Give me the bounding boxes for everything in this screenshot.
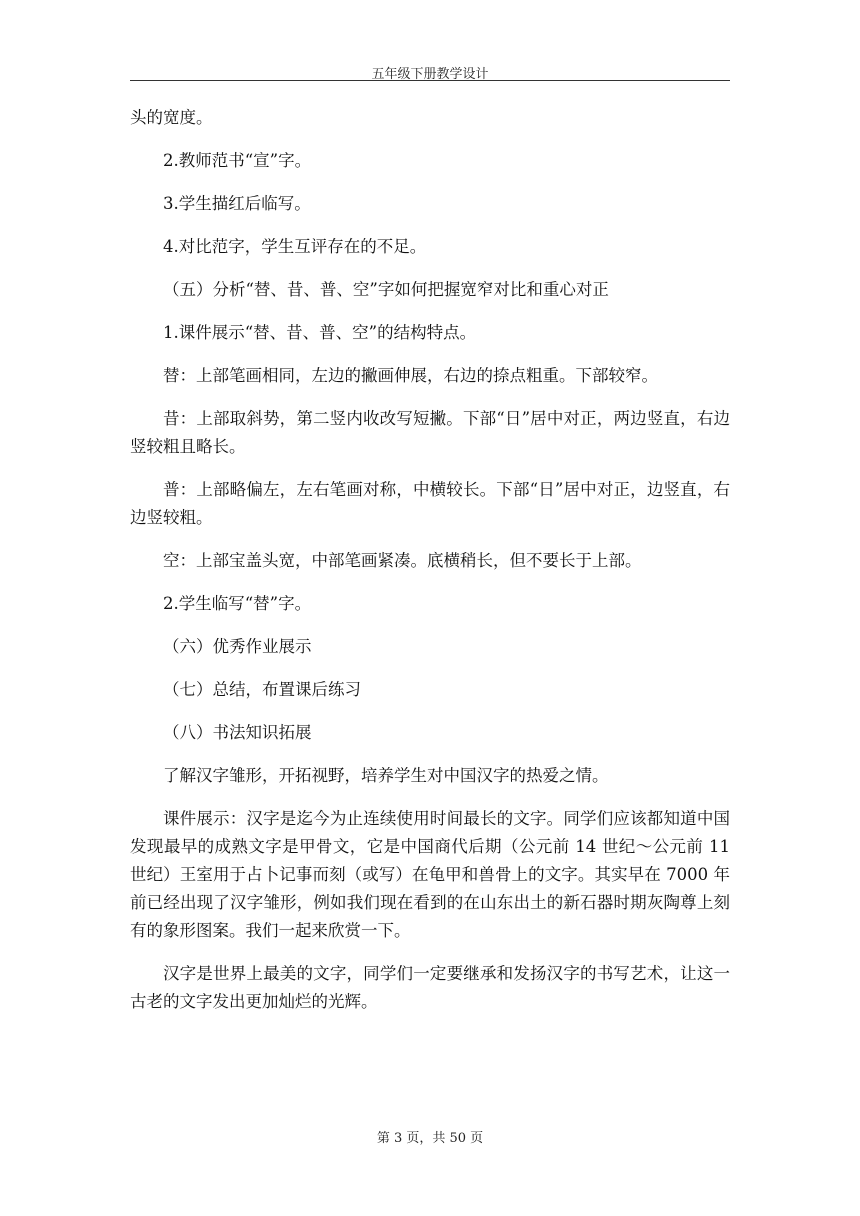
page-footer-number: 第 3 页，共 50 页	[376, 1131, 484, 1146]
step-show-structure: 1.课件展示“替、昔、普、空”的结构特点。	[163, 323, 477, 342]
paragraph-objective: 了解汉字雏形，开拓视野，培养学生对中国汉字的热爱之情。	[163, 766, 609, 785]
section-heading-6: （六）优秀作业展示	[163, 637, 312, 656]
header-divider	[130, 80, 730, 81]
section-heading-8: （八）书法知识拓展	[163, 723, 312, 742]
paragraph-continuation: 头的宽度。	[130, 108, 213, 127]
section-heading-5: （五）分析“替、昔、普、空”字如何把握宽窄对比和重心对正	[163, 280, 609, 299]
section-heading-7: （七）总结，布置课后练习	[163, 680, 361, 699]
step-compare-review: 4.对比范字，学生互评存在的不足。	[163, 237, 427, 256]
paragraph-conclusion: 汉字是世界上最美的文字，同学们一定要继承和发扬汉字的书写艺术，让这一古老的文字发出更加灿烂的光辉。	[130, 964, 730, 1011]
step-student-copy: 2.学生临写“替”字。	[163, 594, 312, 613]
step-student-trace: 3.学生描红后临写。	[163, 194, 311, 213]
paragraph-courseware: 课件展示：汉字是迄今为止连续使用时间最长的文字。同学们应该都知道中国发现最早的成熟文字是甲骨文，它是中国商代后期（公元前 14 世纪～公元前 11 世纪）王室用于占卜记事而刻（或写）在龟甲和兽骨上的文字。其实早在 7000 年前已经出现了汉字雏形，例如我们现在看到的在山东出土的新石器时期灰陶尊上刻有的象形图案。我们一起来欣赏一下。	[130, 809, 730, 940]
char-analysis-pu: 普：上部略偏左，左右笔画对称，中横较长。下部“日”居中对正，边竖直，右边竖较粗。	[130, 480, 730, 527]
document-body	[130, 104, 730, 1031]
char-analysis-ti: 替：上部笔画相同，左边的撇画伸展，右边的捺点粗重。下部较窄。	[163, 366, 658, 385]
char-analysis-xi: 昔：上部取斜势，第二竖内收改写短撇。下部“日”居中对正，两边竖直，右边竖较粗且略长。	[130, 409, 730, 456]
char-analysis-kong: 空：上部宝盖头宽，中部笔画紧凑。底横稍长，但不要长于上部。	[163, 551, 642, 570]
step-teacher-demo: 2.教师范书“宣”字。	[163, 151, 312, 170]
page-header-title: 五年级下册教学设计	[371, 67, 489, 82]
